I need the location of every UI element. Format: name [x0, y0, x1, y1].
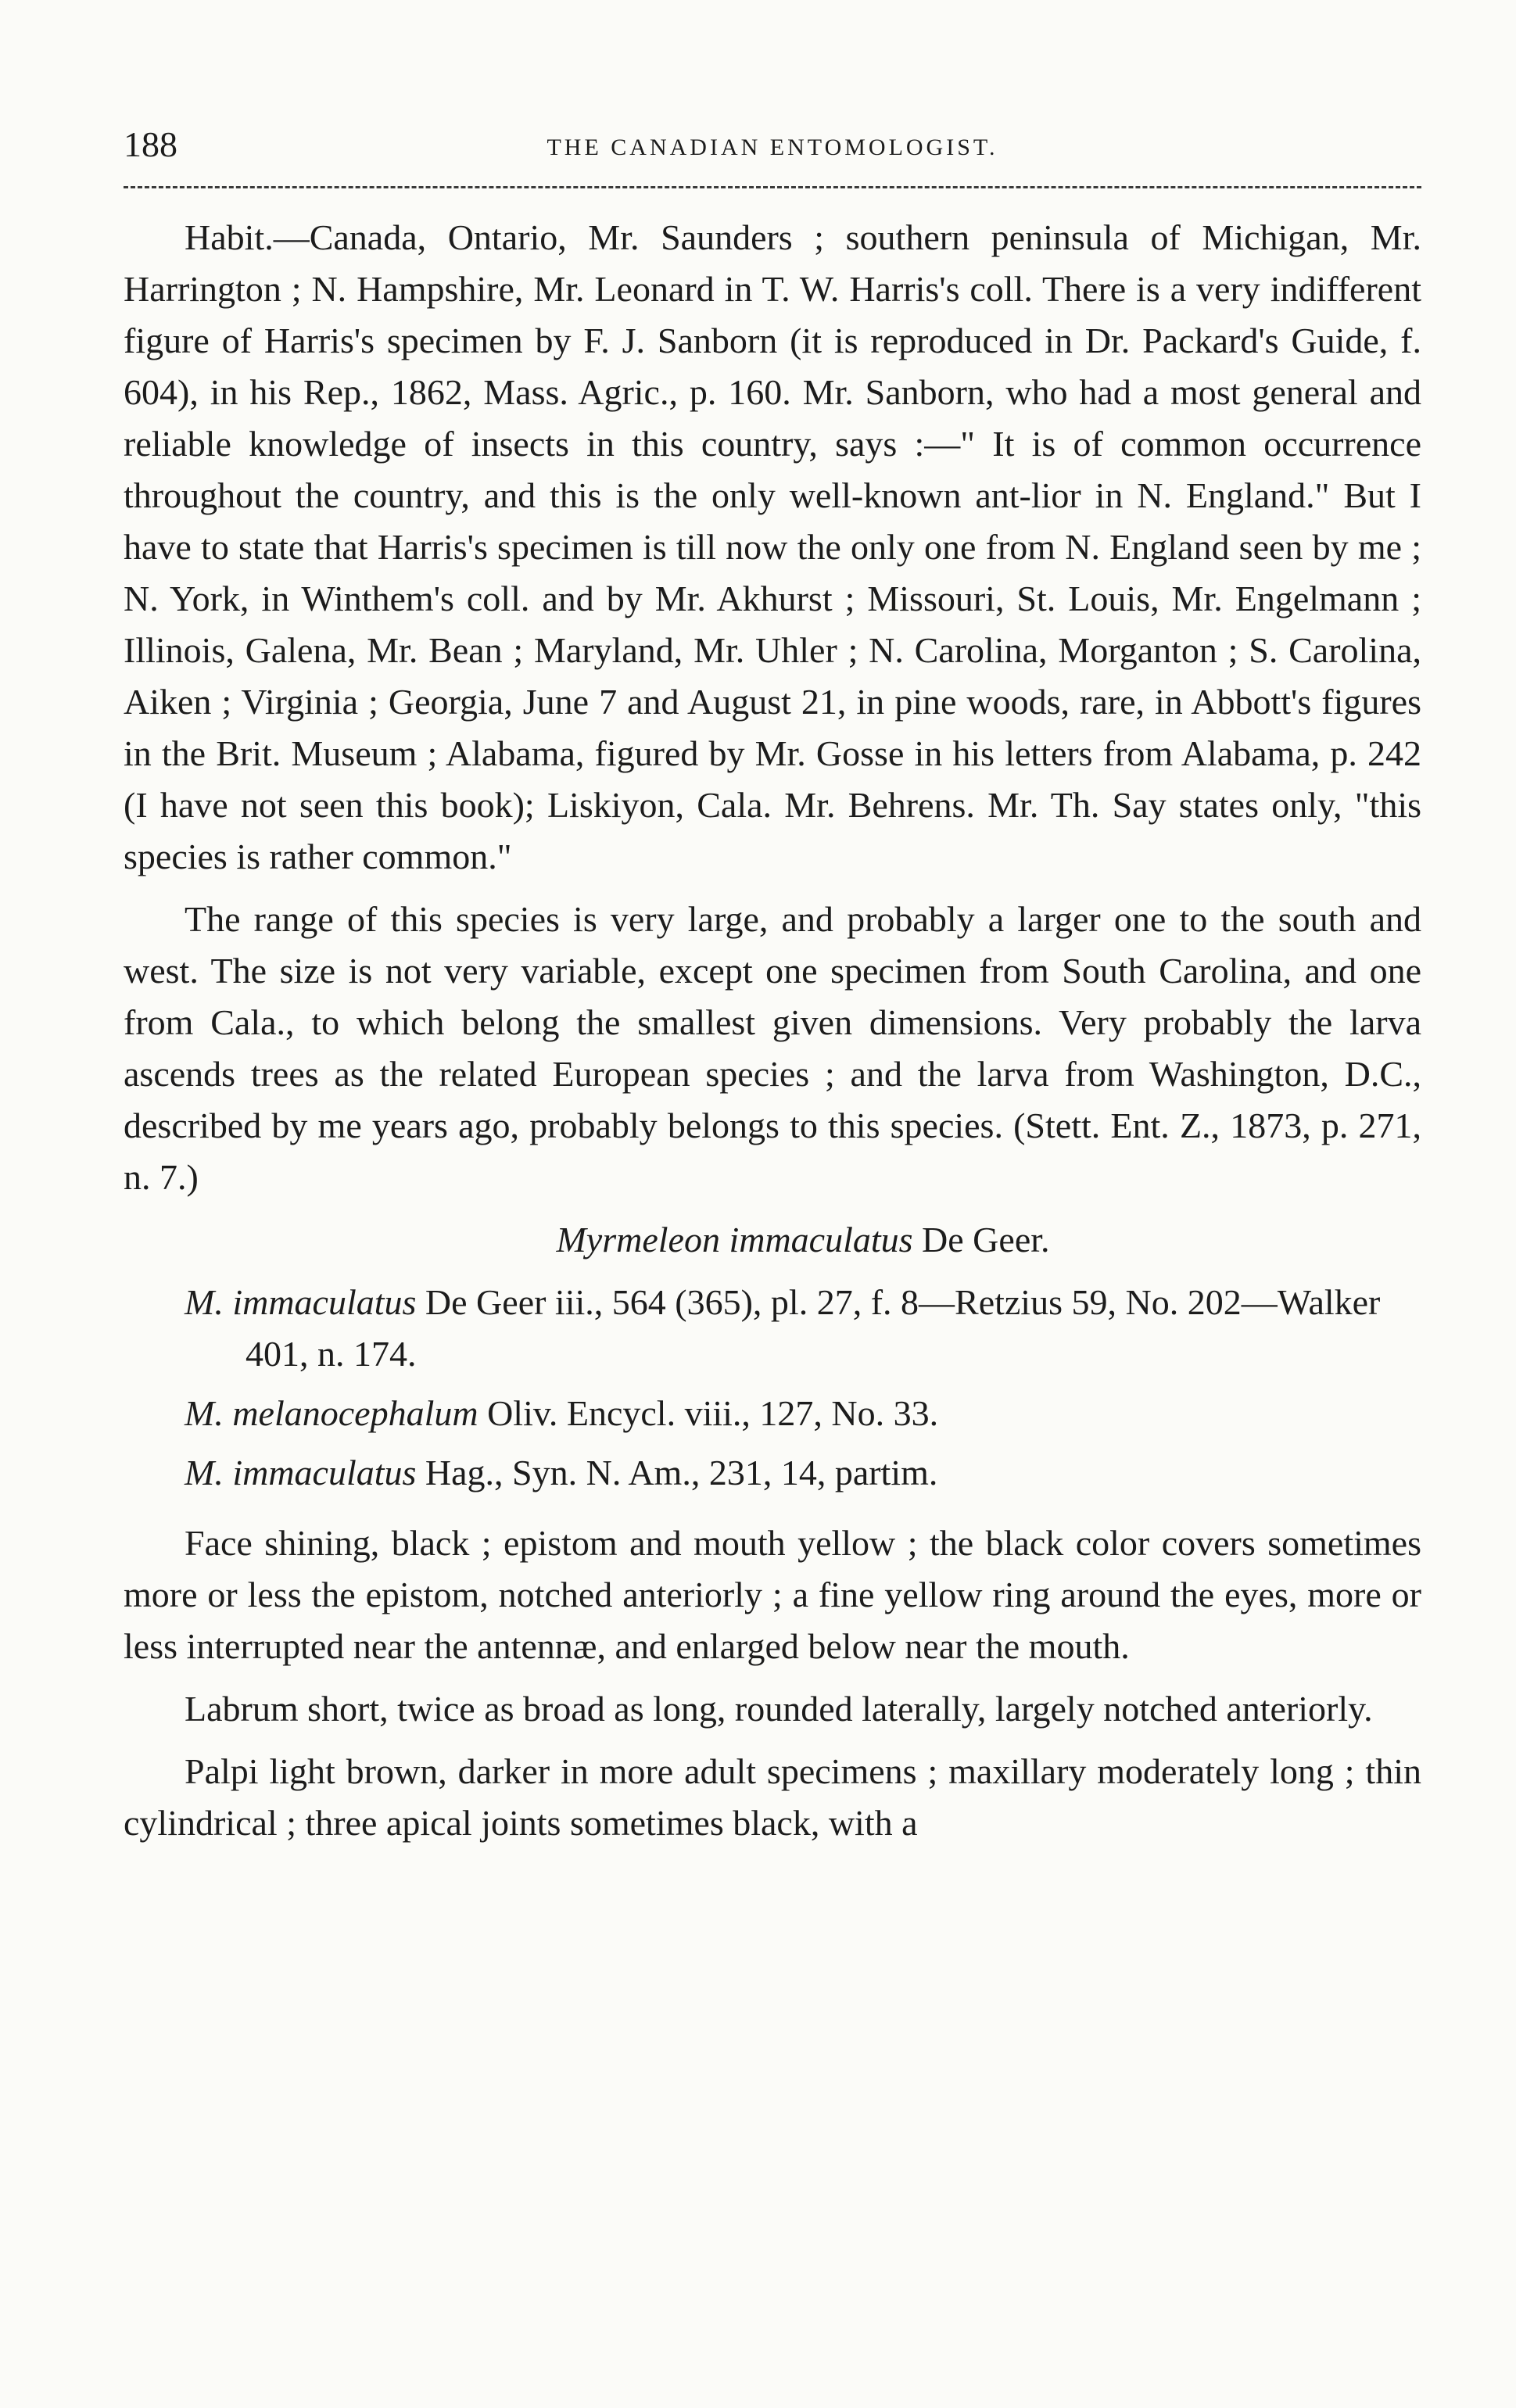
page-header: [124, 117, 1421, 180]
paragraph-palpi: Palpi light brown, darker in more adult specimens ; maxillary moderately long ; thin cylindrical ; three apical joints sometimes black, with a: [124, 1751, 1421, 1843]
synonym-name: M. immaculatus: [185, 1453, 417, 1492]
document-page: [124, 117, 1421, 1860]
synonym-entry: [124, 1447, 1421, 1499]
synonym-name: M. melanocephalum: [185, 1393, 478, 1433]
paragraph-face: Face shining, black ; epistom and mouth yellow ; the black color covers sometimes more or less the epistom, notched anteriorly ; a fine yellow ring around the eyes, more or less interrupted near the antennæ, and enlarged below near the mouth.: [124, 1523, 1421, 1666]
species-heading-name: Myrmeleon immaculatus: [556, 1220, 913, 1260]
paragraph-labrum: Labrum short, twice as broad as long, rounded laterally, largely notched anteriorly.: [185, 1689, 1373, 1729]
species-heading: [124, 1214, 1421, 1266]
paragraph-habitat: Habit.—Canada, Ontario, Mr. Saunders ; southern peninsula of Michigan, Mr. Harrington ; N. Hampshire, Mr. Leonard in T. W. Harris's coll. There is a very indifferent figure of Harris's specimen by F. J. Sanborn (it is reproduced in Dr. Packard's Guide, f. 604), in his Rep., 1862, Mass. Agric., p. 160. Mr. Sanborn, who had a most general and reliable knowledge of insects in this country, says :—" It is of common occurrence throughout the country, and this is the only well-known ant-lior in N. England." But I have to state that Harris's specimen is till now the only one from N. England seen by me ; N. York, in Winthem's coll. and by Mr. Akhurst ; Missouri, St. Louis, Mr. Engelmann ; Illinois, Galena, Mr. Bean ; Maryland, Mr. Uhler ; N. Carolina, Morganton ; S. Carolina, Aiken ; Virginia ; Georgia, June 7 and August 21, in pine woods, rare, in Abbott's figures in the Brit. Museum ; Alabama, figured by Mr. Gosse in his letters from Alabama, p. 242 (I have not seen this book); Liskiyon, Cala. Mr. Behrens. Mr. Th. Say states only, "this species is rather common.": [124, 217, 1421, 876]
header-rule: [124, 186, 1421, 188]
synonym-entry: [124, 1388, 1421, 1439]
species-heading-author: De Geer.: [922, 1220, 1050, 1260]
synonym-citation: Oliv. Encycl. viii., 127, No. 33.: [487, 1393, 939, 1433]
synonym-citation: De Geer iii., 564 (365), pl. 27, f. 8—Retzius 59, No. 202—Walker 401, n. 174.: [245, 1282, 1381, 1374]
paragraph-range: The range of this species is very large, and probably a larger one to the south and west. The size is not very variable, except one specimen from South Carolina, and one from Cala., to which belong the smallest given dimensions. Very probably the larva ascends trees as the related European species ; and the larva from Washington, D.C., described by me years ago, probably belongs to this species. (Stett. Ent. Z., 1873, p. 271, n. 7.): [124, 899, 1421, 1197]
synonym-citation: Hag., Syn. N. Am., 231, 14, partim.: [425, 1453, 938, 1492]
page-number: 188: [124, 124, 177, 164]
synonym-name: M. immaculatus: [185, 1282, 417, 1322]
synonym-entry: [124, 1277, 1421, 1380]
body-text: [124, 212, 1421, 1849]
running-title: THE CANADIAN ENTOMOLOGIST.: [547, 134, 998, 160]
